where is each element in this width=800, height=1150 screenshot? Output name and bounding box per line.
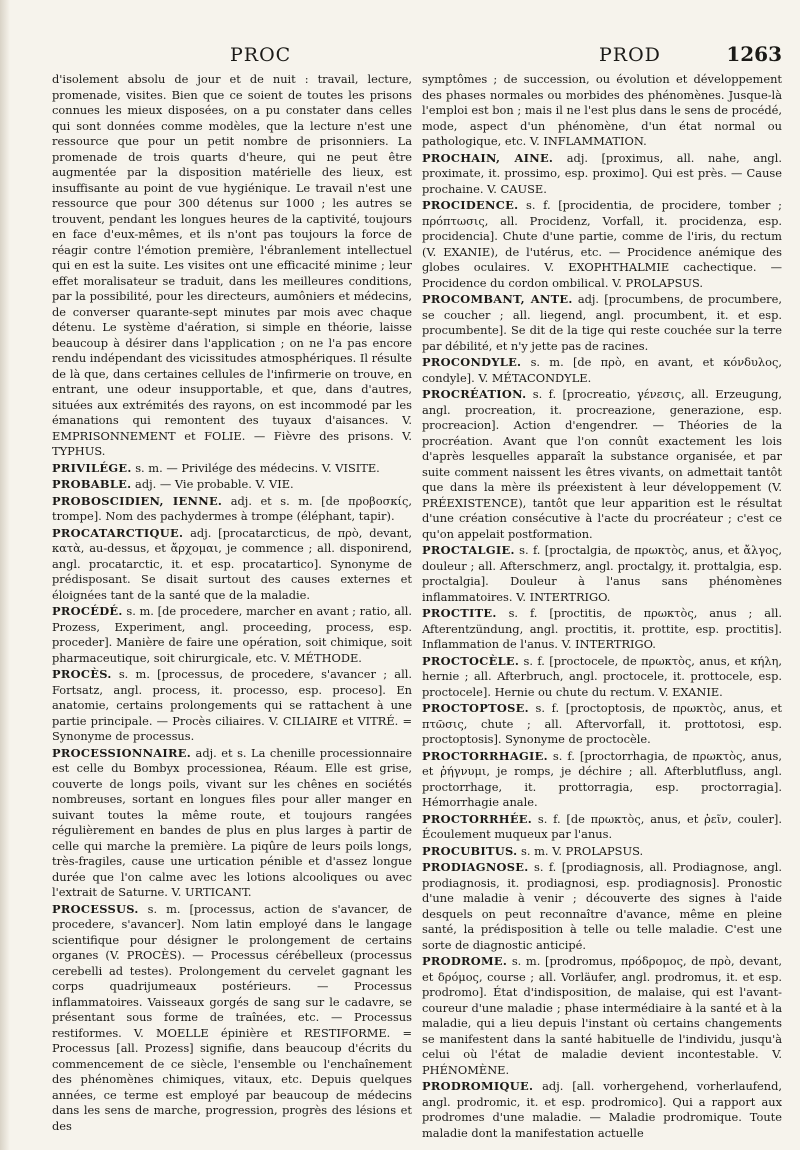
entry-text: s. m. [de πρὸ, en avant, et κόνδυλος, condyle]. V. MÉTACONDYLE. (422, 355, 782, 385)
entry-text: s. f. [proctoptosis, de πρωκτὸς, anus, et πτῶσις, chute ; all. Aftervorfall, it. prottotosi, esp. proctoptosis]. Synonyme de proctocèle. (422, 701, 782, 746)
entry-text: s. f. [procreatio, γένεσις, all. Erzeugung, angl. procreation, it. procreazione, generazione, esp. procreacion]. Action d'engendrer. — Théories de la procréation. Avant que l'on connût exactement les lois d'après lesquelles apparaît la substance organisée, et par suite comment naissent les êtres vivants, on admettait tantôt que dans la mère ils préexistent à leur développement (V. PRÉEXISTENCE), tantôt que leur apparition est le résultat d'une création consécutive à l'acte du procréateur ; c'est ce qu'on appelait postformation. (422, 387, 782, 541)
dictionary-entry (52, 72, 412, 460)
dictionary-entry (422, 355, 782, 386)
entry-text: symptômes ; de succession, ou évolution et développement des phases normales ou morbides des phénomènes. Jusque-là l'emploi est bon ; mais il ne l'est plus dans le sens de procédé, mode, aspect d'un phénomène, d'un état normal ou pathologique, etc. V. INFLAMMATION. (422, 72, 782, 148)
dictionary-entry (422, 860, 782, 953)
dictionary-entry (52, 667, 412, 745)
entry-text: s. m. V. PROLAPSUS. (517, 843, 644, 858)
dictionary-entry (52, 461, 412, 477)
dictionary-entry (422, 749, 782, 811)
dictionary-entry (422, 606, 782, 653)
entry-text: s. f. [proctocele, de πρωκτὸς, anus, et κήλη, hernie ; all. Afterbruch, angl. proctocele, it. prottocele, esp. proctocele]. Hernie ou chute du rectum. V. EXANIE. (422, 653, 782, 699)
entry-headword: PROCONDYLE. (422, 355, 522, 369)
entry-headword: PROCHAIN, AINE. (422, 150, 554, 165)
page-header (34, 44, 782, 72)
entry-headword: PRODIAGNOSE. (422, 860, 529, 874)
entry-text: s. f. [prodiagnosis, all. Prodiagnose, angl. prodiagnosis, it. prodiagnosi, esp. prodiagnosis]. Pronostic d'une maladie à venir ; découverte des signes à l'aide desquels on peut reconnaître d'avance, même en pleine santé, la prédisposition à telle ou telle maladie. C'est une sorte de diagnostic anticipé. (422, 860, 782, 952)
entry-text: adj. et s. m. [de προβοσκίς, trompe]. Nom des pachydermes à trompe (éléphant, tapir). (52, 493, 412, 523)
entry-headword: PROCRÉATION. (422, 387, 527, 401)
entry-headword: PRODROMIQUE. (422, 1079, 534, 1093)
entry-headword: PRIVILÉGE. (52, 460, 132, 475)
left-running-head: PROC (230, 44, 292, 66)
dictionary-entry (52, 494, 412, 525)
entry-headword: PROBABLE. (52, 477, 132, 491)
entry-headword: PROCÈS. (52, 667, 112, 681)
dictionary-entry (422, 198, 782, 291)
dictionary-entry (422, 151, 782, 198)
entry-headword: PROCTALGIE. (422, 543, 515, 557)
page-number: 1263 (726, 42, 782, 66)
entry-text: s. m. [processus, de procedere, s'avancer ; all. Fortsatz, angl. process, it. processo, esp. proceso]. En anatomie, certains prolongements qui se rattachent à une partie principale. — Procès ciliaires. V. CILIAIRE et VITRÉ. = Synonyme de processus. (52, 667, 412, 743)
entry-headword: PROCIDENCE. (422, 198, 519, 212)
dictionary-entry (52, 902, 412, 1135)
entry-headword: PROBOSCIDIEN, IENNE. (52, 493, 223, 508)
entry-text: adj. [procumbens, de procumbere, se coucher ; all. liegend, angl. procumbent, it. et esp. procumbente]. Se dit de la tige qui reste couchée sur la terre par débilité, et n'y jette pas de racines. (422, 292, 782, 353)
dictionary-entry (422, 72, 782, 150)
dictionary-entry (52, 746, 412, 901)
entry-headword: PROCTITE. (422, 606, 497, 620)
entry-text: adj. et s. La chenille processionnaire est celle du Bombyx processionea, Réaum. Elle est grise, couverte de longs poils, vivant sur les chênes en sociétés nombreuses, sortant en longues files pour aller manger en suivant toutes la même route, et toujours rangées régulièrement en bandes de plus en plus larges à partir de celle qui marche la première. La piqûre de leurs poils longs, très-fragiles, cause une urtication pénible et d'assez longue durée que l'on calme avec les lotions alcooliques ou avec l'extrait de Saturne. V. URTICANT. (52, 745, 412, 899)
dictionary-entry (422, 812, 782, 843)
entry-text: s. m. [processus, action de s'avancer, de procedere, s'avancer]. Nom latin employé dans le langage scientifique pour désigner le prolongement de certains organes (V. PROCÈS). — Processus cérébelleux (processus cerebelli ad testes). Prolongement du cervelet gagnant les corps quadrijumeaux postérieurs. — Processus inflammatoires. Vaisseaux gorgés de sang sur le cadavre, se présentant sous forme de traînées, etc. — Processus restiformes. V. MOELLE épinière et RESTIFORME. = Processus [all. Prozess] signifie, dans beaucoup d'écrits du commencement de ce siècle, l'ensemble ou l'enchaînement des phénomènes chimiques, vitaux, etc. Depuis quelques années, ce terme est employé par beaucoup de médecins dans les sens de marche, progression, progrès des lésions et des (52, 901, 412, 1133)
entry-text: d'isolement absolu de jour et de nuit : travail, lecture, promenade, visites. Bien que ce soient de toutes les prisons connues les mieux disposées, on a pu constater dans celles qui sont données comme modèles, que la lecture n'est une ressource que pour un petit nombre de prisonniers. La promenade de trois quarts d'heure, qui ne peut être augmentée par la disposition matérielle des lieux, est insuffisante au point de vue hygiénique. Le travail n'est une ressource que pour 300 détenus sur 1000 ; les autres se trouvent, pendant les longues heures de la captivité, toujours en face d'eux-mêmes, et ils n'ont pas toujours la force de réagir contre l'émotion première, l'ébranlement intellectuel qui en est la suite. Les visites ont une efficacité minime ; leur effet moralisateur se traduit, dans les meilleures conditions, par la possibilité, pour les directeurs, aumôniers et médecins, de converser quarante-sept minutes par mois avec chaque détenu. Le système d'aération, si simple en théorie, laisse beaucoup à désirer dans l'application ; on ne l'a pas encore rendu indépendant des vicissitudes atmosphériques. Il résulte de là que, dans certaines cellules de l'infirmerie on trouve, en entrant, une odeur insupportable, et que, dans d'autres, situées aux extrémités des rayons, on est incommodé par les émanations qui remontent des tuyaux d'aisances. V. EMPRISONNEMENT et FOLIE. — Fièvre des prisons. V. TYPHUS. (52, 72, 412, 458)
dictionary-entry (52, 604, 412, 666)
entry-text: adj. [proximus, all. nahe, angl. proximate, it. prossimo, esp. proximo]. Qui est près. — Cause prochaine. V. CAUSE. (422, 150, 782, 196)
entry-text: adj. [all. vorhergehend, vorherlaufend, angl. prodromic, it. et esp. prodromico]. Qui a rapport aux prodromes d'une maladie. — Maladie prodromique. Toute maladie dont la manifestation actuelle (422, 1079, 782, 1140)
entry-headword: PROCTORRHÉE. (422, 811, 533, 826)
dictionary-entry (422, 654, 782, 701)
entry-headword: PROCTORRHAGIE. (422, 748, 548, 763)
right-running-head: PROD (599, 44, 661, 66)
entry-text: s. f. [proctorrhagia, de πρωκτὸς, anus, et ῥήγνυμι, je romps, je déchire ; all. Afterblutfluss, angl. proctorrhage, it. prottorragia, esp. proctorragia]. Hémorrhagie anale. (422, 748, 782, 809)
dictionary-entry (422, 387, 782, 542)
entry-text: adj. [procatarcticus, de πρὸ, devant, κατὰ, au-dessus, et ἄρχομαι, je commence ; all. disponirend, angl. procatarctic, it. et esp. procatartico]. Synonyme de prédisposant. Se disait surtout des causes externes et éloignées tant de la santé que de la maladie. (52, 525, 412, 602)
entry-headword: PRODROME. (422, 954, 508, 968)
entry-text: s. m. — Privilége des médecins. V. VISITE. (131, 460, 380, 475)
entry-text: s. m. [prodromus, πρόδρομος, de πρὸ, devant, et δρόμος, course ; all. Vorläufer, angl. prodromus, it. et esp. prodromo]. État d'indisposition, de malaise, qui est l'avant-coureur d'une maladie ; phase intermédiaire à la santé et à la maladie, qui a lieu depuis l'instant où certains changements se manifestent dans la santé habituelle de l'individu, jusqu'à celui où l'état de maladie devient incontestable. V. PHÉNOMÈNE. (422, 954, 782, 1077)
dictionary-entry (422, 292, 782, 354)
dictionary-entry (422, 701, 782, 748)
left-column (52, 72, 412, 1134)
entry-headword: PROCESSUS. (52, 901, 139, 916)
dictionary-entry (52, 526, 412, 604)
dictionary-entry (52, 477, 412, 493)
entry-text: s. f. [procidentia, de procidere, tomber ; πρόπτωσις, all. Procidenz, Vorfall, it. procidenza, esp. procidencia]. Chute d'une partie, comme de l'iris, du rectum (V. EXANIE), de l'utérus, etc. — Procidence anémique des globes oculaires. V. EXOPHTHALMIE cachectique. — Procidence du cordon ombilical. V. PROLAPSUS. (422, 198, 782, 290)
page-spine-shadow (0, 0, 10, 1150)
entry-headword: PROCESSIONNAIRE. (52, 745, 192, 760)
entry-text: s. f. [proctalgia, de πρωκτὸς, anus, et ἄλγος, douleur ; all. Afterschmerz, angl. proctalgy, it. prottalgia, esp. proctalgia]. Douleur à l'anus sans phénomènes inflammatoires. V. INTERTRIGO. (422, 543, 782, 604)
dictionary-entry (422, 954, 782, 1078)
entry-headword: PROCOMBANT, ANTE. (422, 292, 573, 306)
entry-headword: PROCATARCTIQUE. (52, 525, 184, 540)
dictionary-entry (422, 1079, 782, 1141)
entry-text: s. m. [de procedere, marcher en avant ; ratio, all. Prozess, Experiment, angl. proceeding, process, esp. proceder]. Manière de faire une opération, soit chimique, soit pharmaceutique, soit chirurgicale, etc. V. MÉTHODE. (52, 604, 412, 665)
right-column (422, 72, 782, 1141)
entry-headword: PROCTOPTOSE. (422, 701, 529, 715)
dictionary-entry (422, 543, 782, 605)
entry-headword: PROCTOCÈLE. (422, 653, 520, 668)
entry-text: s. f. [proctitis, de πρωκτὸς, anus ; all. Afterentzündung, angl. proctitis, it. prottite, esp. proctitis]. Inflammation de l'anus. V. INTERTRIGO. (422, 606, 782, 651)
entry-text: adj. — Vie probable. V. VIE. (131, 477, 294, 491)
entry-text: s. f. [de πρωκτὸς, anus, et ῥεῖν, couler]. Écoulement muqueux par l'anus. (422, 811, 782, 841)
dictionary-entry (422, 844, 782, 860)
entry-headword: PROCÉDÉ. (52, 604, 123, 618)
entry-headword: PROCUBITUS. (422, 843, 518, 858)
